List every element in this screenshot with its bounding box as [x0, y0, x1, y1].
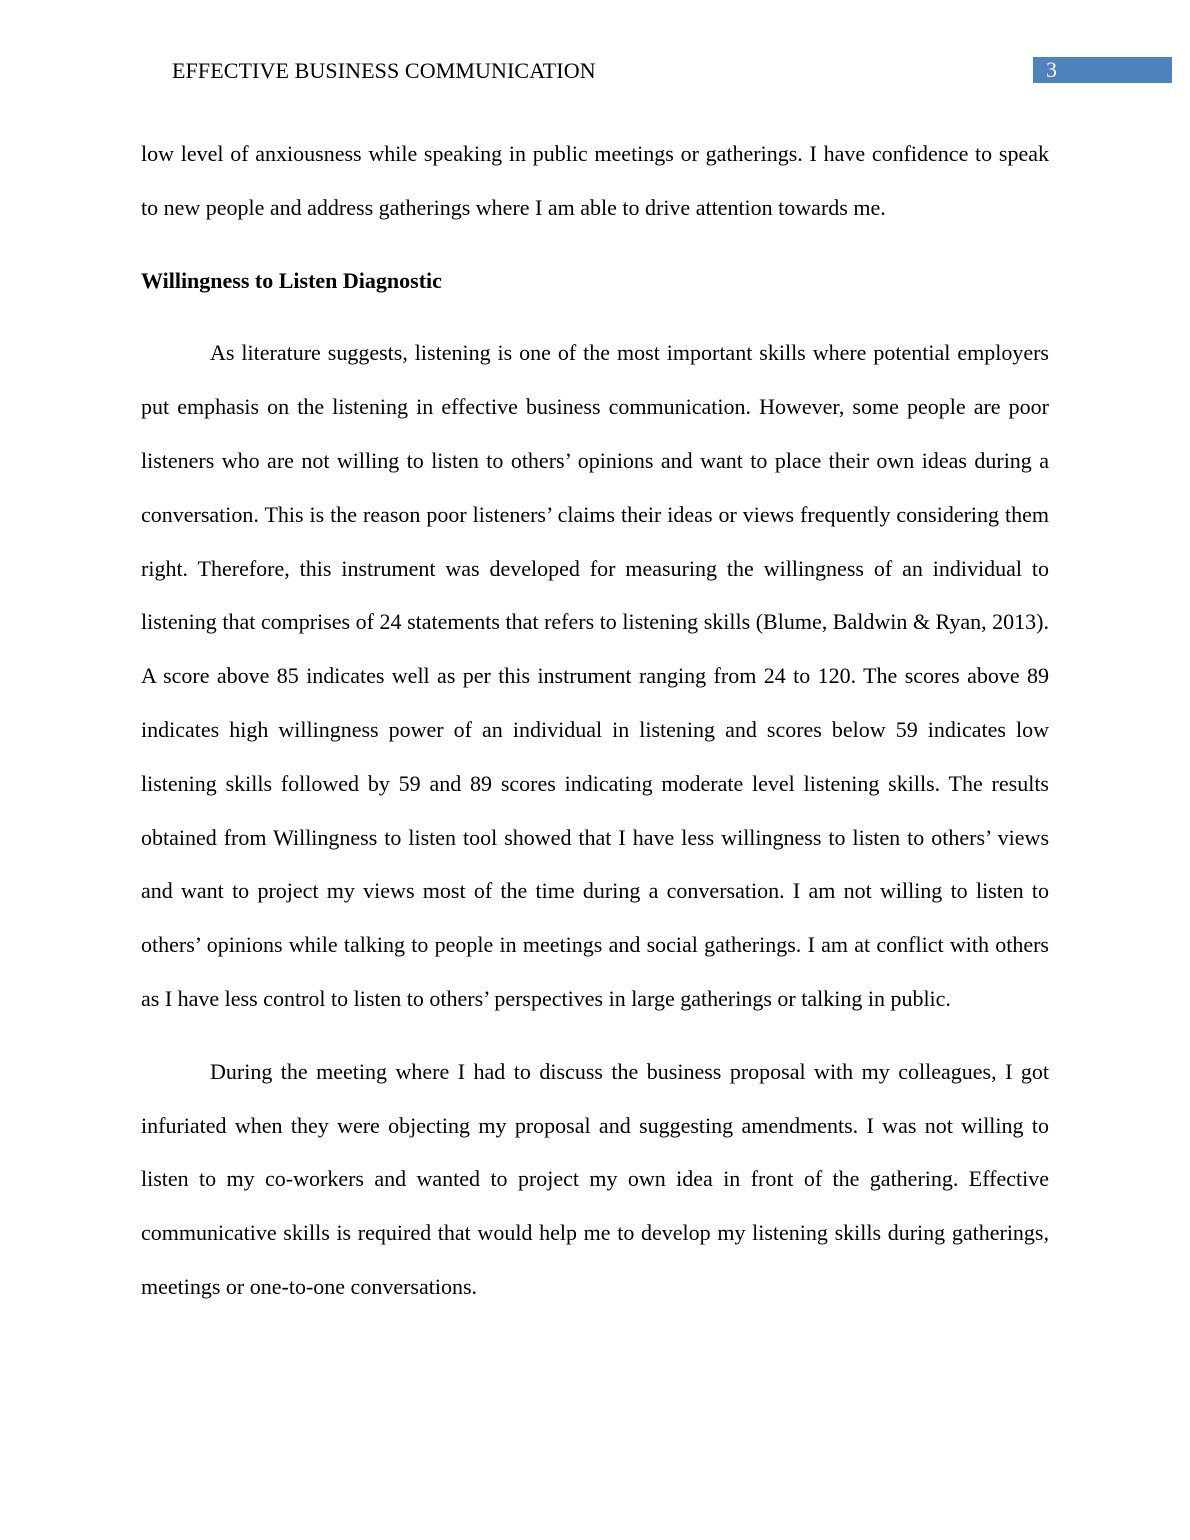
- document-body: [141, 127, 1049, 1314]
- page-number: 3: [1033, 57, 1172, 83]
- section-heading: Willingness to Listen Diagnostic: [141, 267, 442, 293]
- paragraph-continued: low level of anxiousness while speaking in public meetings or gatherings. I have confidence to speak to new people and address gatherings where I am able to drive attention towards me.: [141, 141, 1049, 220]
- paragraph-meeting-example: During the meeting where I had to discuss the business proposal with my colleagues, I got infuriated when they were objecting my proposal and suggesting amendments. I was not willing to listen to my co-workers and wanted to project my own idea in front of the gathering. Effective communicative skills is required that would help me to develop my listening skills during gatherings, meetings or one-to-one conversations.: [141, 1058, 1049, 1299]
- running-head: EFFECTIVE BUSINESS COMMUNICATION: [172, 58, 596, 83]
- paragraph-listening-diagnostic: As literature suggests, listening is one of the most important skills where potential employers put emphasis on the listening in effective business communication. However, some people are poor listeners who are not willing to listen to others’ opinions and want to place their own ideas during a conversation. This is the reason poor listeners’ claims their ideas or views frequently considering them right. Therefore, this instrument was developed for measuring the willingness of an individual to listening that comprises of 24 statements that refers to listening skills (Blume, Baldwin & Ryan, 2013). A score above 85 indicates well as per this instrument ranging from 24 to 120. The scores above 89 indicates high willingness power of an individual in listening and scores below 59 indicates low listening skills followed by 59 and 89 scores indicating moderate level listening skills. The results obtained from Willingness to listen tool showed that I have less willingness to listen to others’ views and want to project my views most of the time during a conversation. I am not willing to listen to others’ opinions while talking to people in meetings and social gatherings. I am at conflict with others as I have less control to listen to others’ perspectives in large gatherings or talking in public.: [141, 340, 1049, 1011]
